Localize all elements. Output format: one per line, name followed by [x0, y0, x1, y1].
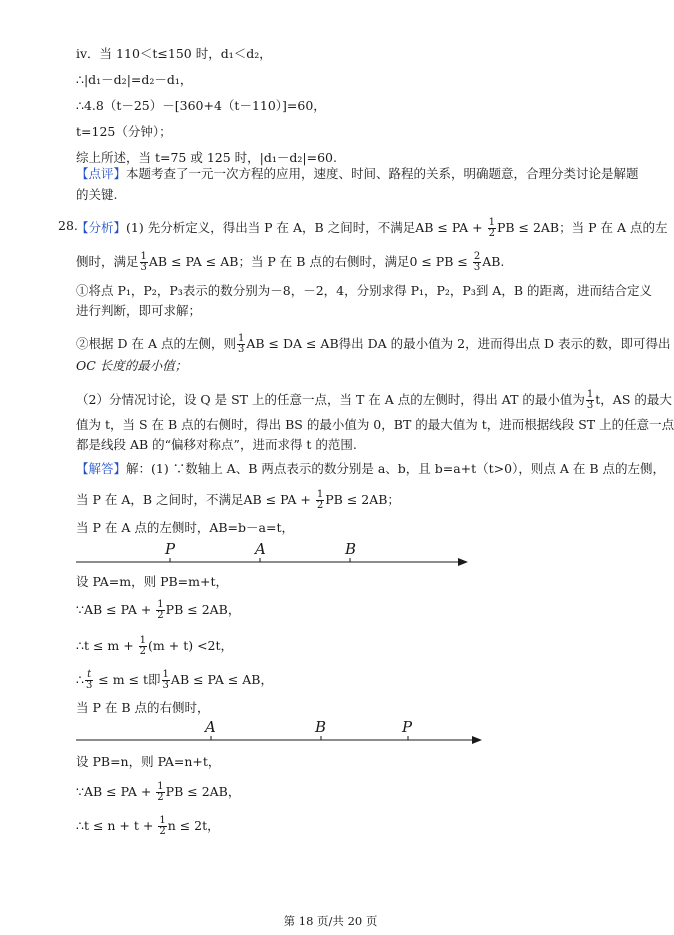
fraction: $\frac{1}{2}$: [139, 635, 147, 657]
fraction: $\frac{1}{2}$: [316, 489, 324, 511]
analysis-tag: 【分析】: [76, 220, 127, 235]
analysis-line-9: 都是线段 AB 的“偏移对称点”，进而求得 t 的范围.: [76, 437, 357, 452]
line-eq: ∴4.8（t－25）－[360+4（t－110）]=60，: [76, 98, 326, 113]
analysis-line-3: ①将点 P₁，P₂，P₃表示的数分别为－8，－2，4，分别求得 P₁，P₂，P₃到 A，B 的距离，进而结合定义: [76, 283, 652, 298]
question-number: 28.: [58, 218, 78, 233]
fraction: $\frac{1}{3}$: [586, 389, 594, 411]
line-abs: ∴|d₁－d₂|=d₂－d₁，: [76, 72, 193, 87]
point-label-b: B: [315, 718, 327, 736]
solution-line-9: 设 PB=n，则 PA=n+t，: [76, 754, 221, 769]
point-label-p: P: [402, 718, 413, 736]
point-label-p: P: [165, 540, 176, 558]
line-iv: iv．当 110＜t≤150 时，d₁＜d₂，: [76, 46, 272, 61]
solution-line-3: 当 P 在 A 点的左侧时，AB=b－a=t，: [76, 520, 294, 535]
fraction: $\frac{1}{2}$: [157, 599, 164, 621]
fraction: $\frac{1}{2}$: [488, 217, 495, 239]
solution-line-7: ∴ $\frac{t}{3}$ ≤ m ≤ t即 $\frac{1}{3}$ AB ≤ PA ≤ AB，: [76, 669, 273, 691]
analysis-line-1: 【分析】(1) 先分析定义，得出当 P 在 A，B 之间时，不满足AB ≤ PA + $\frac{1}{2}$ PB ≤ 2AB；当 P 在 A 点的左: [76, 217, 668, 239]
fraction: $\frac{1}{2}$: [157, 781, 164, 803]
analysis-line-8: 值为 t，当 S 在 B 点的右侧时，得出 BS 的最小值为 0，BT 的最大值为 t，进而根据线段 ST 上的任意一点: [76, 417, 674, 432]
fraction: $\frac{t}{3}$: [85, 669, 93, 691]
analysis-line-5: ②根据 D 在 A 点的左侧，则 $\frac{1}{3}$ AB ≤ DA ≤ AB得出 DA 的最小值为 2，进而得出点 D 表示的数，即可得出: [76, 333, 671, 355]
point-label-b: B: [345, 540, 357, 558]
solution-line-1: 【解答】解：(1) ∵数轴上 A、B 两点表示的数分别是 a、b，且 b=a+t（t>0），则点 A 在 B 点的左侧，: [76, 461, 665, 476]
solution-line-4: 设 PA=m，则 PB=m+t，: [76, 574, 228, 589]
fraction: $\frac{1}{2}$: [159, 815, 166, 837]
solution-line-5: ∵AB ≤ PA + $\frac{1}{2}$ PB ≤ 2AB，: [76, 599, 241, 621]
comment-tag: 【点评】: [76, 166, 127, 181]
solution-line-11: ∴t ≤ n + t + $\frac{1}{2}$ n ≤ 2t，: [76, 815, 220, 837]
fraction: $\frac{1}{3}$: [140, 251, 147, 273]
line-summary: 综上所述，当 t=75 或 125 时，|d₁－d₂|=60.: [76, 150, 337, 165]
fraction: $\frac{1}{3}$: [162, 669, 169, 691]
comment-line-2: 的关键.: [76, 187, 118, 202]
analysis-line-2: 侧时，满足 $\frac{1}{3}$ AB ≤ PA ≤ AB；当 P 在 B 点的右侧时，满足0 ≤ PB ≤ $\frac{2}{3}$ AB.: [76, 251, 505, 273]
line-t125: t=125（分钟）；: [76, 124, 172, 139]
solution-line-2: 当 P 在 A，B 之间时，不满足AB ≤ PA + $\frac{1}{2}$ PB ≤ 2AB；: [76, 489, 400, 511]
fraction: $\frac{2}{3}$: [473, 251, 481, 273]
analysis-line-6: OC 长度的最小值；: [76, 358, 188, 373]
page-footer: 第 18 页/共 20 页: [283, 914, 378, 928]
solution-line-6: ∴t ≤ m + $\frac{1}{2}$ (m + t) <2t，: [76, 635, 234, 657]
analysis-line-7: （2）分情况讨论，设 Q 是 ST 上的任意一点，当 T 在 A 点的左侧时，得出 AT 的最小值为 $\frac{1}{3}$ t，AS 的最大: [76, 389, 672, 411]
point-label-a: A: [255, 540, 266, 558]
point-label-a: A: [205, 718, 216, 736]
analysis-line-4: 进行判断，即可求解；: [76, 303, 202, 318]
number-line-1: [0, 540, 661, 568]
solution-line-10: ∵AB ≤ PA + $\frac{1}{2}$ PB ≤ 2AB，: [76, 781, 241, 803]
solution-line-8: 当 P 在 B 点的右侧时，: [76, 700, 210, 715]
fraction: $\frac{1}{3}$: [237, 333, 245, 355]
comment-line: 【点评】本题考查了一元一次方程的应用，速度、时间、路程的关系，明确题意，合理分类讨论是解题: [76, 166, 639, 181]
number-line-2: [0, 718, 661, 746]
solution-tag: 【解答】: [76, 461, 127, 476]
